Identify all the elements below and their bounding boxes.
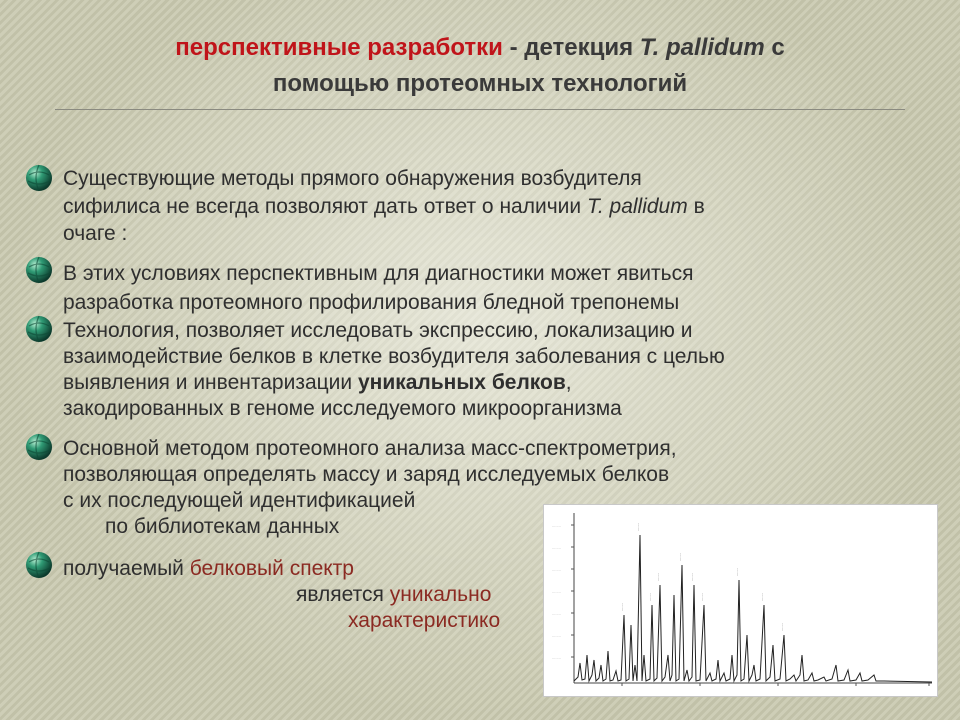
slide-title-line-2: помощью протеомных технологий (272, 70, 688, 97)
bullet-4-text: Основной методом протеомного анализа масс-спектрометрия, позволяющая определять массу и заряд исследуемых белков с их последующей идентификацией по библиотекам данных (63, 437, 677, 538)
slide-title (40, 30, 920, 102)
svg-text:.......: ....... (635, 523, 640, 531)
title-divider (55, 109, 905, 110)
svg-text:........: ........ (552, 611, 561, 616)
svg-text:.......: ....... (734, 568, 739, 576)
svg-text:.......: ....... (647, 593, 652, 601)
bullet-sphere-icon (24, 550, 54, 580)
bullet-sphere-icon (24, 255, 54, 285)
svg-text:........: ........ (552, 523, 561, 528)
svg-text:........: ........ (552, 633, 561, 638)
title-accent: перспективные разработки (175, 34, 503, 61)
bullet-2-text: В этих условиях перспективным для диагностики может явиться разработка протеомного профилирования бледной трепонемы (63, 262, 694, 314)
svg-text:.......: ....... (655, 573, 660, 581)
title-italic: T. pallidum (639, 34, 765, 61)
bullet-sphere-icon (24, 432, 54, 462)
bullet-5-text: получаемый белковый спектр является уникально характеристико (63, 557, 501, 632)
bullet-sphere-icon (24, 314, 54, 344)
mass-spectrum-plot (544, 505, 937, 696)
slide-title-line-1 (40, 30, 920, 66)
svg-text:........: ........ (552, 589, 561, 594)
svg-text:.......: ....... (759, 593, 764, 601)
bullet-sphere-icon (24, 163, 54, 193)
svg-text:.......: ....... (689, 573, 694, 581)
svg-text:.......: ....... (619, 603, 624, 611)
svg-text:........: ........ (552, 567, 561, 572)
title-tail: с (764, 34, 785, 61)
bullet-1-text: Существующие методы прямого обнаружения возбудителя сифилиса не всегда позволяют дать ответ о наличии T. pallidum в очаге : (63, 167, 705, 245)
title-dash: - детекция (502, 34, 640, 61)
svg-text:........: ........ (552, 545, 561, 550)
svg-text:.......: ....... (699, 593, 704, 601)
mass-spectrum-image (543, 504, 938, 697)
svg-text:.......: ....... (677, 553, 682, 561)
svg-text:........: ........ (552, 655, 561, 660)
svg-text:.......: ....... (779, 623, 784, 631)
bullet-3-text: Технология, позволяет исследовать экспрессию, локализацию и взаимодействие белков в клетке возбудителя заболевания с целью выявления и инвентаризации уникальных белков, закодированных в геноме исследуемого микроорганизма (63, 319, 725, 420)
